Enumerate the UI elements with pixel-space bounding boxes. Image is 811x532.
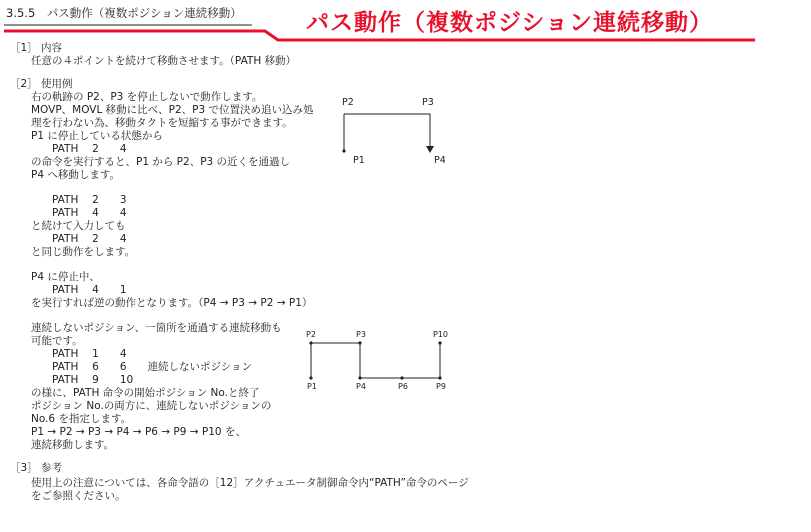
s2-line: の様に、PATH 命令の開始ポジション No.と終了 — [31, 387, 260, 399]
s2-line: の命令を実行すると、P1 から P2、P3 の近くを通過し — [31, 156, 291, 168]
s1-heading: ［1］ 内容 — [10, 42, 63, 54]
s2-line: PATH 9 10 — [31, 374, 134, 386]
point-p2 — [309, 341, 312, 344]
banner-title: パス動作（複数ポジション連続移動） — [306, 10, 713, 36]
label-p4: P4 — [356, 382, 366, 391]
s3-line: 使用上の注意については、各命令語の［12］アクチュエータ制御命令内“PATH”命令のページ — [31, 477, 469, 489]
point-p4 — [358, 376, 361, 379]
s2-line: PATH 1 4 — [31, 348, 127, 360]
s2-line: 理を行わない為、移動タクトを短縮する事ができます。 — [31, 117, 293, 129]
path-diagram-2 — [300, 326, 470, 396]
point-p1 — [309, 376, 312, 379]
path-trajectory — [344, 114, 430, 148]
s2-line: PATH 4 1 — [31, 284, 127, 296]
label-p3: P3 — [422, 97, 434, 108]
s2-heading: ［2］ 使用例 — [10, 78, 73, 90]
section-title: 3.5.5 パス動作（複数ポジション連続移動） — [6, 6, 242, 20]
s1-body: 任意の４ポイントを続けて移動させます。（PATH 移動） — [31, 55, 297, 67]
label-p2: P2 — [342, 97, 354, 108]
path-diagram-1 — [330, 92, 480, 172]
point-p1 — [342, 149, 345, 152]
s2-line: PATH 2 4 — [31, 233, 127, 245]
label-p1: P1 — [307, 382, 317, 391]
s2-line: と同じ動作をします。 — [31, 246, 136, 258]
s3-heading: ［3］ 参考 — [10, 462, 63, 474]
s2-line: P1 に停止している状態から — [31, 130, 163, 142]
s2-line: P1 → P2 → P3 → P4 → P6 → P9 → P10 を、 — [31, 426, 246, 438]
header-rule — [0, 0, 811, 50]
s2-line: P4 へ移動します。 — [31, 169, 121, 181]
s2-line: と続けて入力しても — [31, 220, 126, 232]
point-p6 — [400, 376, 403, 379]
s2-line: No.6 を指定します。 — [31, 413, 132, 425]
point-p9 — [438, 376, 441, 379]
label-p10: P10 — [433, 330, 449, 339]
s2-line: 可能です。 — [31, 335, 83, 347]
label-p2: P2 — [306, 330, 316, 339]
s2-line: 連続しないポジション、一箇所を通過する連続移動も — [31, 322, 282, 334]
s2-line: ポジション No.の両方に、連続しないポジションの — [31, 400, 272, 412]
s2-line: MOVP、MOVL 移動に比べ、P2、P3 で位置決め追い込み処 — [31, 104, 314, 116]
point-p3 — [358, 341, 361, 344]
path-trajectory — [311, 343, 440, 378]
arrow-head-icon — [426, 146, 434, 153]
s2-line: PATH 4 4 — [31, 207, 127, 219]
s2-line: 連続移動します。 — [31, 439, 115, 451]
s2-line: PATH 6 6 連続しないポジション — [31, 361, 253, 373]
label-p1: P1 — [353, 155, 365, 166]
s3-line: をご参照ください。 — [31, 490, 126, 502]
label-p6: P6 — [398, 382, 408, 391]
label-p3: P3 — [356, 330, 366, 339]
s2-line: 右の軌跡の P2、P3 を停止しないで動作します。 — [31, 91, 263, 103]
s2-line: PATH 2 4 — [31, 143, 127, 155]
s2-line: P4 に停止中、 — [31, 271, 100, 283]
s2-line: PATH 2 3 — [31, 194, 127, 206]
point-p10 — [438, 341, 441, 344]
s2-line: を実行すれば逆の動作となります。（P4 → P3 → P2 → P1） — [31, 297, 313, 309]
label-p9: P9 — [436, 382, 446, 391]
label-p4: P4 — [434, 155, 446, 166]
